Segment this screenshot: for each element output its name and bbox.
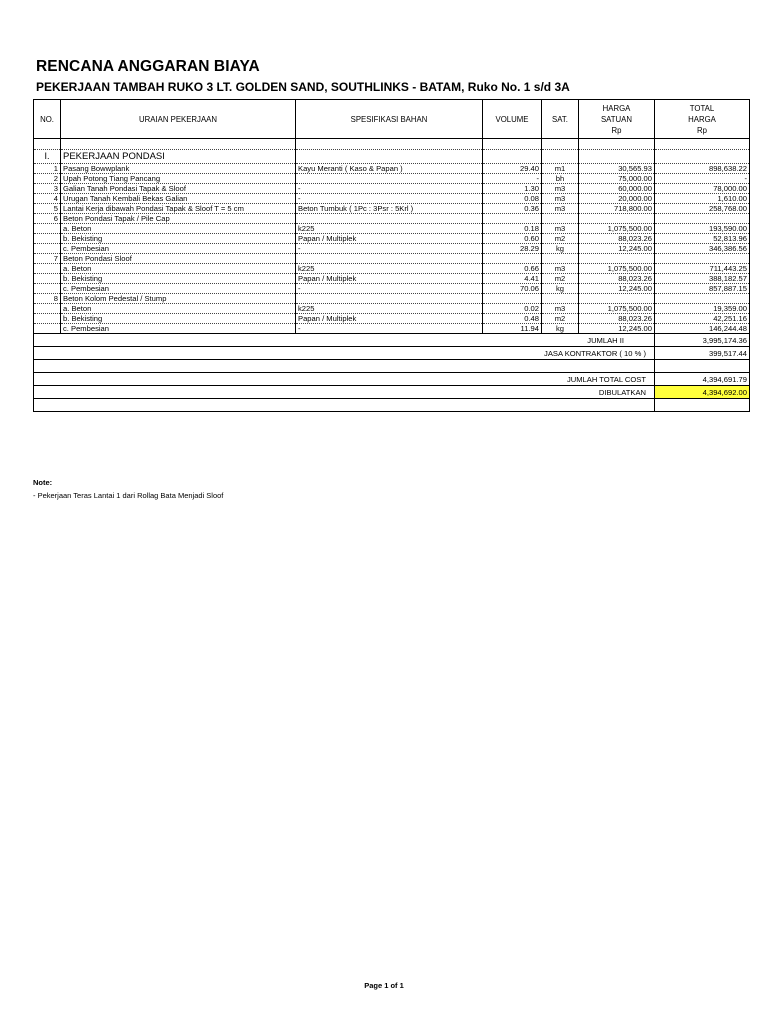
table-row <box>34 254 750 264</box>
item-volume: 28.29 <box>483 244 542 254</box>
item-no <box>34 314 61 324</box>
total-cost-row-value: 4,394,691.79 <box>655 373 750 386</box>
item-spek: k225 <box>296 264 483 274</box>
table-row <box>34 294 750 304</box>
item-sat: m2 <box>542 234 579 244</box>
header-total-harga-line: HARGA <box>688 114 716 124</box>
item-spek: - <box>296 184 483 194</box>
item-no <box>34 224 61 234</box>
total-cost-row-label: JUMLAH TOTAL COST <box>34 373 655 386</box>
item-volume: 1.30 <box>483 184 542 194</box>
item-total-harga: 52,813.96 <box>655 234 750 244</box>
item-total-harga: 146,244.48 <box>655 324 750 334</box>
item-no <box>34 274 61 284</box>
item-volume: 29.40 <box>483 164 542 174</box>
item-spek: Papan / Multiplek <box>296 234 483 244</box>
table-row <box>34 234 750 244</box>
item-harga-satuan: 88,023.26 <box>579 234 655 244</box>
item-harga-satuan: 75,000.00 <box>579 174 655 184</box>
item-no <box>34 324 61 334</box>
item-total-harga: 19,359.00 <box>655 304 750 314</box>
item-total-harga: - <box>655 174 750 184</box>
header-spesifikasi: SPESIFIKASI BAHAN <box>296 100 483 139</box>
item-spek: k225 <box>296 304 483 314</box>
item-harga-satuan: 1,075,500.00 <box>579 304 655 314</box>
item-total-harga: 898,638.22 <box>655 164 750 174</box>
item-uraian: a. Beton <box>61 264 296 274</box>
item-uraian: b. Bekisting <box>61 314 296 324</box>
item-uraian: Upah Potong Tiang Pancang <box>61 174 296 184</box>
item-volume: 0.60 <box>483 234 542 244</box>
item-total-harga: 388,182.57 <box>655 274 750 284</box>
jasa-kontraktor-row-label: JASA KONTRAKTOR ( 10 % ) <box>34 347 655 360</box>
header-total-harga <box>655 100 750 139</box>
table-row <box>34 284 750 294</box>
item-sat: m2 <box>542 314 579 324</box>
item-sat: m1 <box>542 164 579 174</box>
item-total-harga <box>655 214 750 224</box>
item-total-harga: 42,251.16 <box>655 314 750 324</box>
table-header-row <box>34 100 750 139</box>
item-sat: bh <box>542 174 579 184</box>
item-no: 2 <box>34 174 61 184</box>
dibulatkan-row-label: DIBULATKAN <box>34 386 655 399</box>
item-uraian: c. Pembesian <box>61 284 296 294</box>
item-spek: Kayu Meranti ( Kaso & Papan ) <box>296 164 483 174</box>
item-volume: 70.06 <box>483 284 542 294</box>
header-total-harga-line: TOTAL <box>689 103 715 113</box>
spacer-row <box>34 139 750 150</box>
item-uraian: Urugan Tanah Kembali Bekas Galian <box>61 194 296 204</box>
item-harga-satuan: 12,245.00 <box>579 324 655 334</box>
item-no: 1 <box>34 164 61 174</box>
table-row <box>34 264 750 274</box>
item-harga-satuan: 88,023.26 <box>579 274 655 284</box>
header-total-harga-line: Rp <box>697 125 707 135</box>
header-harga-satuan-line: HARGA <box>602 103 631 113</box>
item-no <box>34 304 61 314</box>
item-total-harga: 258,768.00 <box>655 204 750 214</box>
item-uraian: Beton Pondasi Sloof <box>61 254 296 264</box>
item-spek: Papan / Multiplek <box>296 274 483 284</box>
item-total-harga: 346,386.56 <box>655 244 750 254</box>
item-spek: - <box>296 324 483 334</box>
table-row <box>34 314 750 324</box>
item-sat: m3 <box>542 194 579 204</box>
header-harga-satuan-line: SATUAN <box>600 114 633 124</box>
header-sat: SAT. <box>542 100 579 139</box>
item-spek: k225 <box>296 224 483 234</box>
item-spek <box>296 214 483 224</box>
item-uraian: c. Pembesian <box>61 324 296 334</box>
item-harga-satuan: 12,245.00 <box>579 244 655 254</box>
dibulatkan-row-value: 4,394,692.00 <box>655 386 750 399</box>
item-no <box>34 234 61 244</box>
item-spek <box>296 174 483 184</box>
item-harga-satuan: 1,075,500.00 <box>579 264 655 274</box>
blank-cell <box>34 360 655 373</box>
item-total-harga: 857,887.15 <box>655 284 750 294</box>
item-sat <box>542 214 579 224</box>
item-sat: kg <box>542 284 579 294</box>
item-sat <box>542 254 579 264</box>
item-harga-satuan <box>579 214 655 224</box>
table-row <box>34 194 750 204</box>
item-no: 7 <box>34 254 61 264</box>
header-volume: VOLUME <box>483 100 542 139</box>
notes <box>33 476 223 502</box>
table-row <box>34 324 750 334</box>
section-no: I. <box>34 150 61 164</box>
item-spek: - <box>296 194 483 204</box>
header-uraian: URAIAN PEKERJAAN <box>61 100 296 139</box>
item-uraian: b. Bekisting <box>61 274 296 284</box>
header-harga-satuan <box>579 100 655 139</box>
table-row <box>34 304 750 314</box>
item-spek: Beton Tumbuk ( 1Pc : 3Psr : 5Krl ) <box>296 204 483 214</box>
item-uraian: Beton Kolom Pedestal / Stump <box>61 294 296 304</box>
item-harga-satuan: 718,800.00 <box>579 204 655 214</box>
item-volume: 0.02 <box>483 304 542 314</box>
budget-table <box>33 99 750 412</box>
item-volume: 0.36 <box>483 204 542 214</box>
item-volume <box>483 214 542 224</box>
item-harga-satuan: 12,245.00 <box>579 284 655 294</box>
item-sat <box>542 294 579 304</box>
item-no <box>34 244 61 254</box>
table-row <box>34 244 750 254</box>
item-sat: m3 <box>542 184 579 194</box>
item-uraian: a. Beton <box>61 224 296 234</box>
section-row <box>34 150 750 164</box>
item-spek: - <box>296 284 483 294</box>
total-cost-row <box>34 373 750 386</box>
table-row <box>34 164 750 174</box>
item-volume: 0.18 <box>483 224 542 234</box>
item-harga-satuan <box>579 294 655 304</box>
page-title: RENCANA ANGGARAN BIAYA <box>36 58 260 75</box>
item-sat: kg <box>542 244 579 254</box>
item-uraian: Lantai Kerja dibawah Pondasi Tapak & Sloof T = 5 cm <box>61 204 296 214</box>
item-harga-satuan: 60,000.00 <box>579 184 655 194</box>
item-total-harga <box>655 294 750 304</box>
item-spek <box>296 254 483 264</box>
table-row <box>34 224 750 234</box>
item-no: 4 <box>34 194 61 204</box>
item-no <box>34 284 61 294</box>
table-row <box>34 274 750 284</box>
item-no <box>34 264 61 274</box>
item-uraian: b. Bekisting <box>61 234 296 244</box>
item-harga-satuan: 88,023.26 <box>579 314 655 324</box>
item-total-harga: 711,443.25 <box>655 264 750 274</box>
item-volume: 0.08 <box>483 194 542 204</box>
blank-row <box>34 399 750 412</box>
table-row <box>34 174 750 184</box>
item-uraian: a. Beton <box>61 304 296 314</box>
item-volume <box>483 254 542 264</box>
jasa-kontraktor-row <box>34 347 750 360</box>
item-volume: 0.66 <box>483 264 542 274</box>
item-sat: kg <box>542 324 579 334</box>
header-no: NO. <box>34 100 61 139</box>
table-row <box>34 214 750 224</box>
item-uraian: Galian Tanah Pondasi Tapak & Sloof <box>61 184 296 194</box>
item-total-harga: 78,000.00 <box>655 184 750 194</box>
item-harga-satuan: 20,000.00 <box>579 194 655 204</box>
item-total-harga: 1,610.00 <box>655 194 750 204</box>
item-sat: m3 <box>542 264 579 274</box>
item-sat: m3 <box>542 204 579 214</box>
item-spek: Papan / Multiplek <box>296 314 483 324</box>
notes-heading: Note: <box>33 478 53 487</box>
item-uraian: Pasang Bowwplank <box>61 164 296 174</box>
jumlah-row-label: JUMLAH II <box>34 334 655 347</box>
item-volume: 0.48 <box>483 314 542 324</box>
item-spek: - <box>296 244 483 254</box>
item-volume: 4.41 <box>483 274 542 284</box>
blank-row <box>34 360 750 373</box>
note-item: - Pekerjaan Teras Lantai 1 dari Rollag Bata Menjadi Sloof <box>33 491 224 500</box>
item-no: 5 <box>34 204 61 214</box>
item-sat: m2 <box>542 274 579 284</box>
page-subtitle: PEKERJAAN TAMBAH RUKO 3 LT. GOLDEN SAND, SOUTHLINKS - BATAM, Ruko No. 1 s/d 3A <box>36 80 570 94</box>
blank-cell <box>655 399 750 412</box>
jumlah-row-value: 3,995,174.36 <box>655 334 750 347</box>
item-no: 6 <box>34 214 61 224</box>
item-sat: m3 <box>542 224 579 234</box>
dibulatkan-row <box>34 386 750 399</box>
item-no: 8 <box>34 294 61 304</box>
header-harga-satuan-line: Rp <box>611 125 622 135</box>
item-sat: m3 <box>542 304 579 314</box>
section-label: PEKERJAAN PONDASI <box>61 150 296 164</box>
item-volume: - <box>483 174 542 184</box>
item-harga-satuan: 30,565.93 <box>579 164 655 174</box>
blank-cell <box>655 360 750 373</box>
item-spek <box>296 294 483 304</box>
table-row <box>34 184 750 194</box>
blank-cell <box>34 399 655 412</box>
item-total-harga: 193,590.00 <box>655 224 750 234</box>
item-uraian: c. Pembesian <box>61 244 296 254</box>
jumlah-row <box>34 334 750 347</box>
item-harga-satuan <box>579 254 655 264</box>
jasa-kontraktor-row-value: 399,517.44 <box>655 347 750 360</box>
item-harga-satuan: 1,075,500.00 <box>579 224 655 234</box>
item-volume: 11.94 <box>483 324 542 334</box>
page-footer: Page 1 of 1 <box>364 981 404 990</box>
table-row <box>34 204 750 214</box>
item-no: 3 <box>34 184 61 194</box>
item-volume <box>483 294 542 304</box>
item-uraian: Beton Pondasi Tapak / Pile Cap <box>61 214 296 224</box>
item-total-harga <box>655 254 750 264</box>
